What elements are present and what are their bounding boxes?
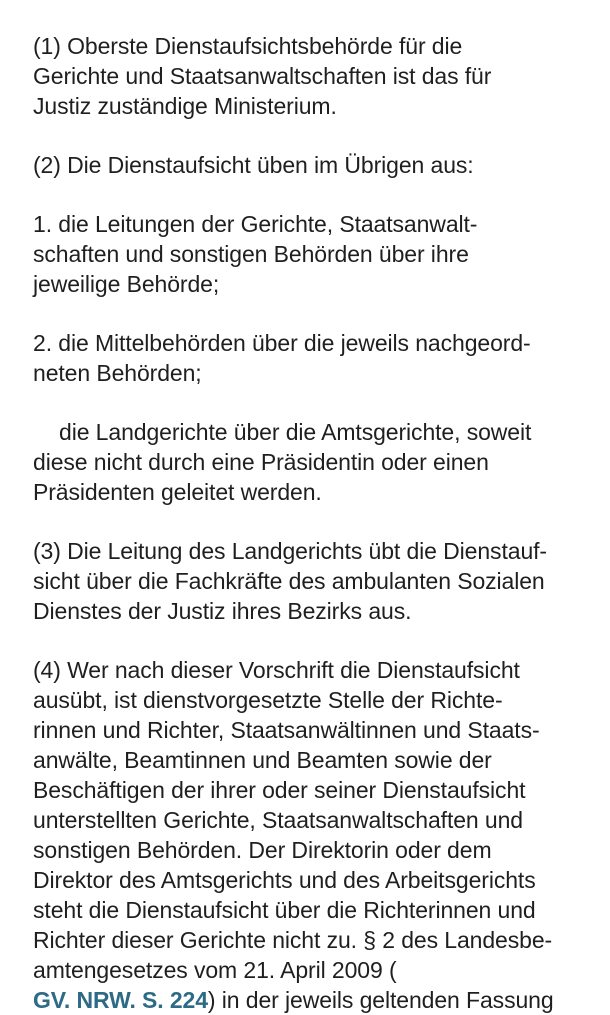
text-line: jeweilige Behörde; [33, 271, 220, 297]
paragraph-1 [33, 31, 607, 121]
text-line: 1. die Leitungen der Gerichte, Staatsanwalt- [33, 211, 478, 237]
text-line: Gerichte und Staatsanwaltschaften ist das für [33, 63, 492, 89]
text-line: ausübt, ist dienstvorgesetzte Stelle der Richte- [33, 687, 503, 713]
text-line: Direktor des Amtsgerichts und des Arbeitsgerichts [33, 867, 536, 893]
text-fragment: ) in der jeweils geltenden Fassung [207, 987, 554, 1013]
gazette-reference-link[interactable]: GV. NRW. S. 224 [33, 987, 208, 1013]
text-line: unterstellten Gerichte, Staatsanwaltschaften und [33, 807, 523, 833]
paragraph-2-item-1 [33, 209, 607, 299]
text-line: (1) Oberste Dienstaufsichtsbehörde für die [33, 33, 463, 59]
text-line: die Landgerichte über die Amtsgerichte, soweit [59, 419, 532, 445]
paragraph-2 [33, 150, 607, 180]
text-line: anwälte, Beamtinnen und Beamten sowie der [33, 747, 492, 773]
text-line: amtengesetzes vom 21. April 2009 ( [33, 957, 397, 983]
text-line: sonstigen Behörden. Der Direktorin oder dem [33, 837, 492, 863]
paragraph-3 [33, 536, 607, 626]
text-line-with-link [33, 985, 607, 1015]
text-line: sicht über die Fachkräfte des ambulanten Sozialen [33, 568, 545, 594]
text-line: Justiz zuständige Ministerium. [33, 93, 337, 119]
text-line: 2. die Mittelbehörden über die jeweils nachgeord- [33, 330, 531, 356]
paragraph-2-item-2 [33, 328, 607, 388]
text-line: (4) Wer nach dieser Vorschrift die Dienstaufsicht [33, 657, 520, 683]
text-line: rinnen und Richter, Staatsanwältinnen und Staats- [33, 717, 540, 743]
text-line: (2) Die Dienstaufsicht üben im Übrigen aus: [33, 152, 474, 178]
text-line: (3) Die Leitung des Landgerichts übt die Dienstauf- [33, 538, 547, 564]
text-line: Präsidenten geleitet werden. [33, 479, 322, 505]
text-line: schaften und sonstigen Behörden über ihre [33, 241, 469, 267]
paragraph-2-item-3 [33, 417, 607, 507]
text-line: steht die Dienstaufsicht über die Richterinnen und [33, 897, 536, 923]
text-line: Richter dieser Gerichte nicht zu. § 2 des Landesbe- [33, 927, 553, 953]
text-line: Beschäftigen der ihrer oder seiner Dienstaufsicht [33, 777, 526, 803]
text-line: neten Behörden; [33, 360, 202, 386]
text-line: Dienstes der Justiz ihres Bezirks aus. [33, 598, 412, 624]
text-line: diese nicht durch eine Präsidentin oder einen [33, 449, 489, 475]
law-text-content [33, 31, 607, 1015]
paragraph-4 [33, 655, 607, 1015]
